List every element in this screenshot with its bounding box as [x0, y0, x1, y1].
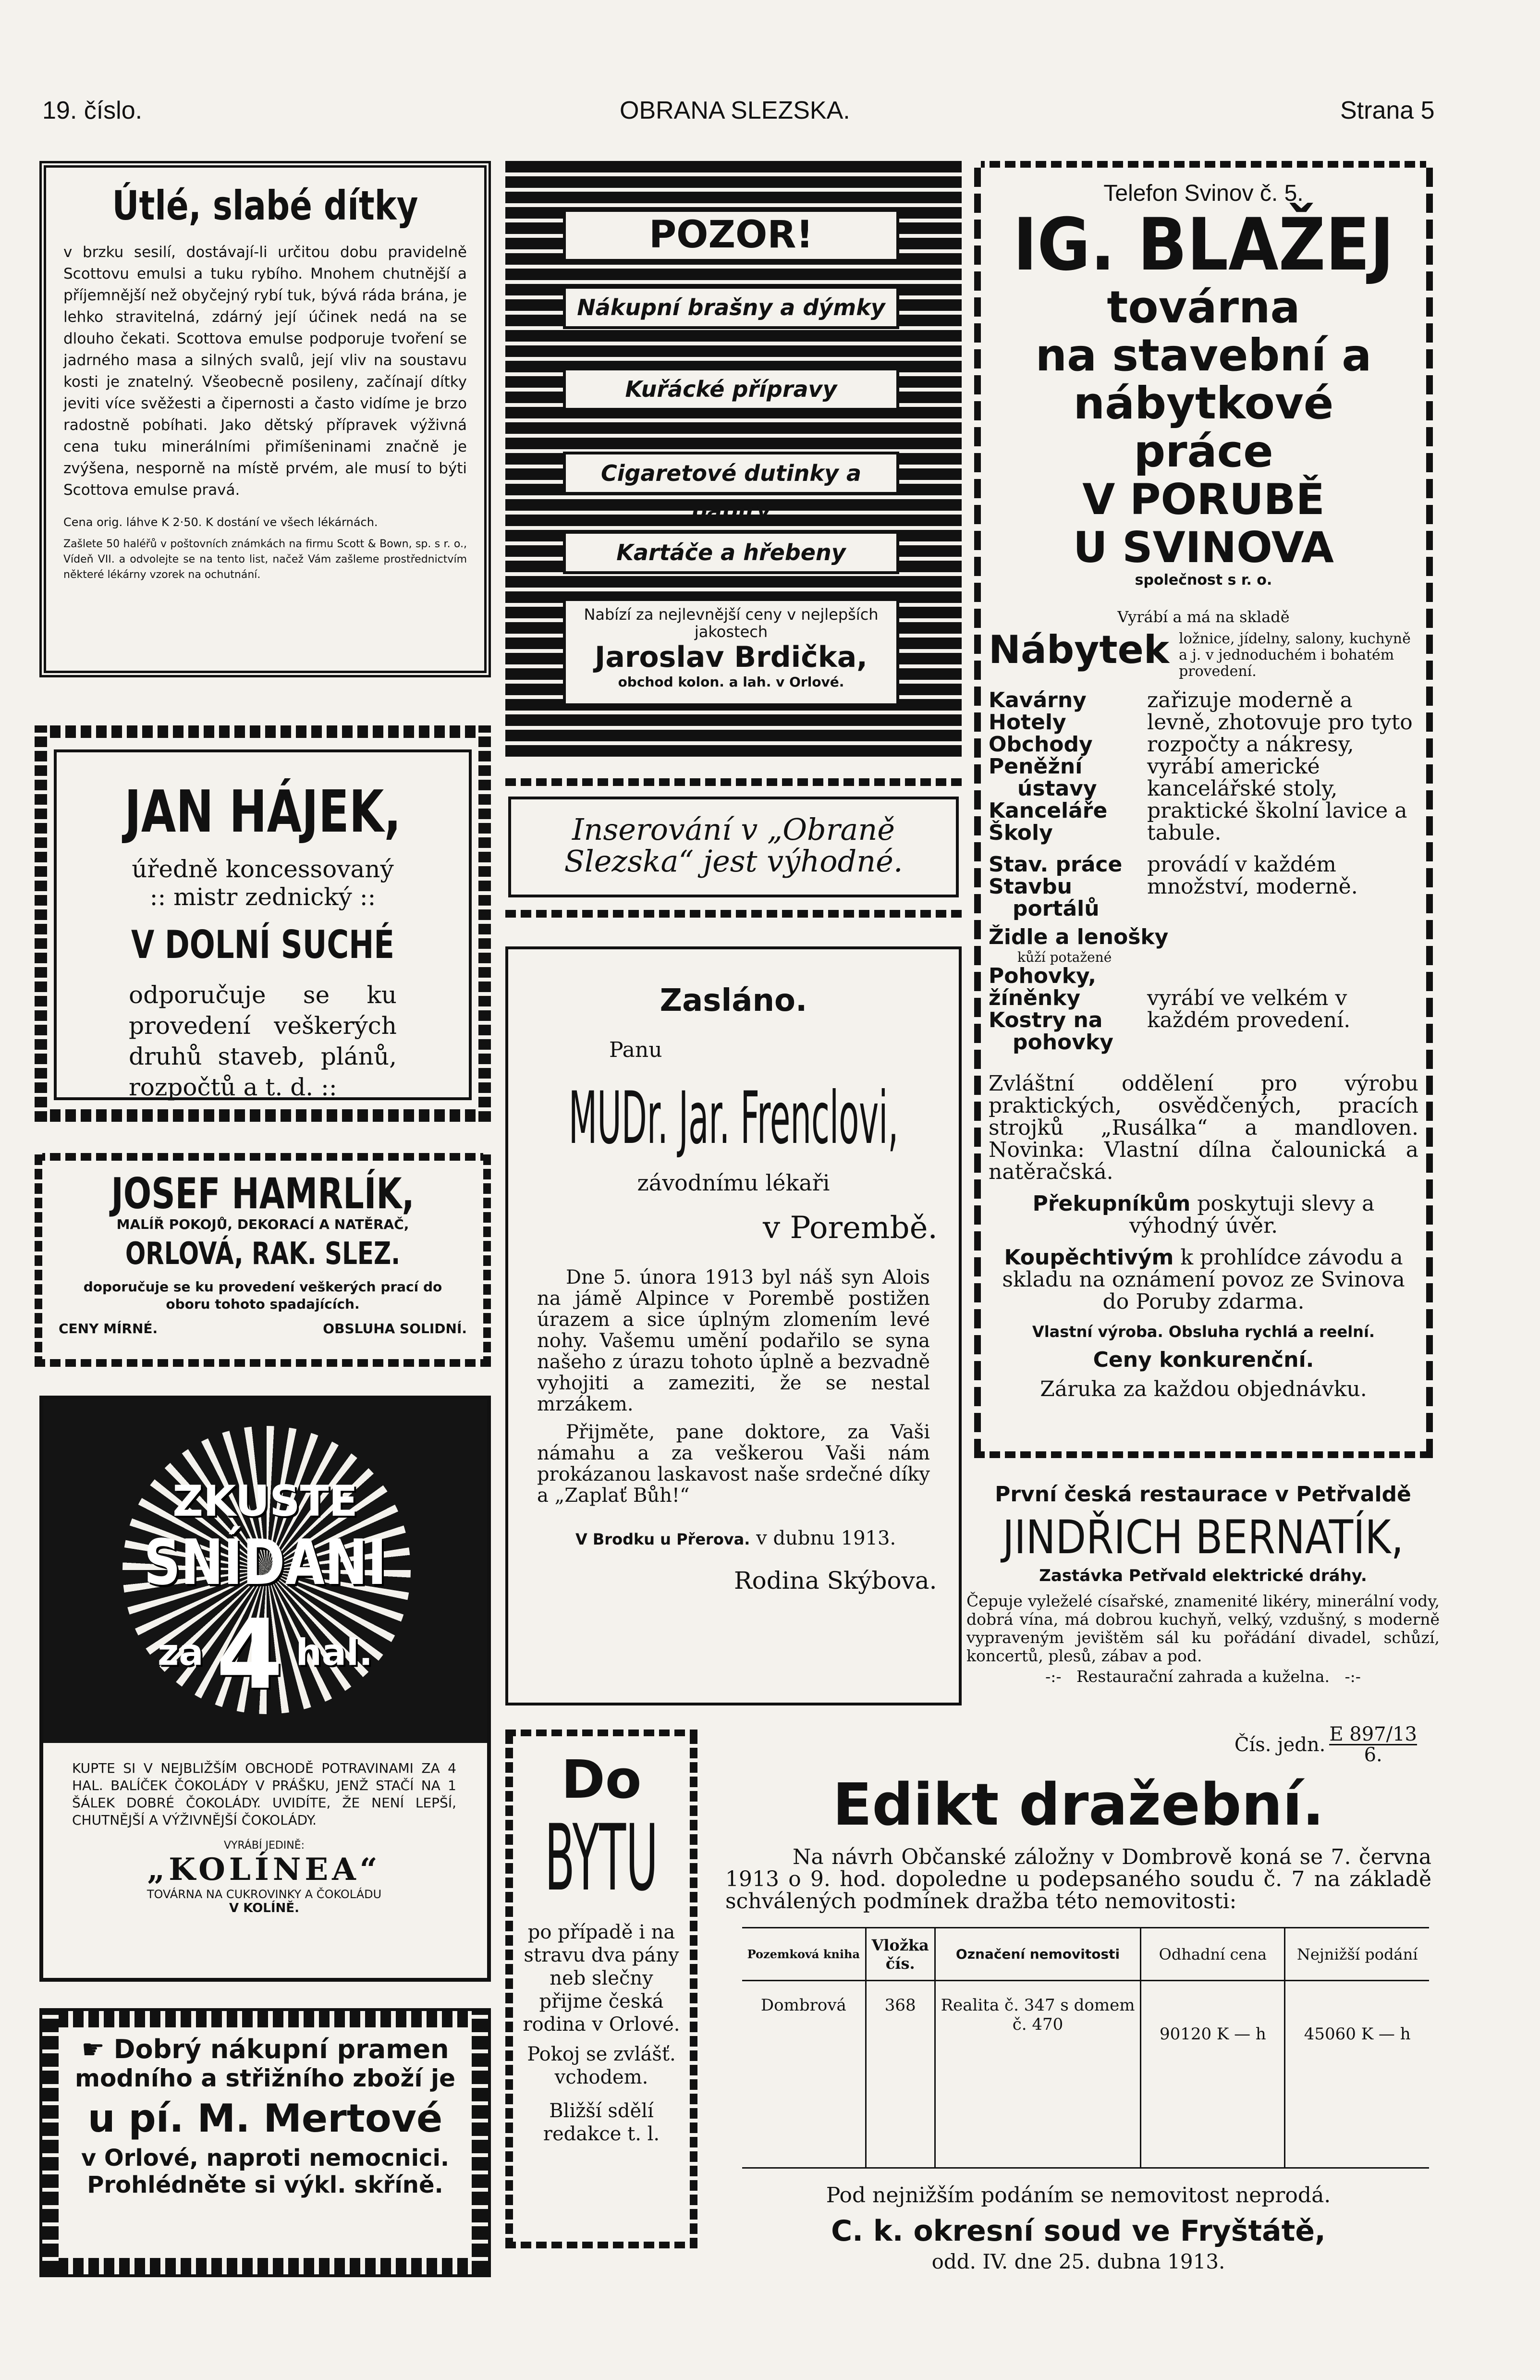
blazej-kuzi: kůží potažené — [1017, 949, 1112, 965]
kolinea-hal: hal. — [295, 1631, 373, 1674]
blazej-p6: Záruka za každou objednávku. — [1040, 1377, 1367, 1401]
hamrlik-line1: MALÍŘ POKOJŮ, DEKORACÍ A NATĚRAČ, — [116, 1216, 409, 1232]
blazej-zidle: Židle a lenošky — [989, 925, 1169, 949]
mertova-line1: ☛ Dobrý nákupní pramen — [81, 2034, 449, 2064]
hajek-ad — [35, 725, 491, 1122]
edikt-note: Pod nejnižším podáním se nemovitost neprodá. — [826, 2183, 1331, 2208]
blazej-right2: provádí v každém množství, moderně. — [1147, 852, 1358, 899]
zaslano-role: závodnímu lékaři — [637, 1170, 830, 1196]
byt-p3: Bližší sdělí redakce t. l. — [543, 2100, 660, 2145]
zaslano-title: Zasláno. — [660, 983, 807, 1018]
brdicka-name: Jaroslav Brdička, — [595, 640, 868, 674]
kolinea-vyrabi: VYRÁBÍ JEDINĚ: — [223, 1840, 305, 1852]
mertova-ad — [39, 2008, 491, 2277]
blazej-left2-1: Stavbu — [989, 874, 1072, 899]
hamrlik-left: CENY MÍRNÉ. — [59, 1321, 158, 1337]
kolinea-num: 4 — [216, 1599, 283, 1711]
zaslano-box — [505, 946, 962, 1705]
blazej-left1-3: Peněžní — [989, 754, 1083, 779]
hamrlik-right: OBSLUHA SOLIDNÍ. — [323, 1321, 467, 1337]
blazej-nabytek: Nábytek — [989, 627, 1170, 672]
hajek-place: V DOLNÍ SUCHÉ — [131, 922, 395, 967]
blazej-name: IG. BLAŽEJ — [1013, 203, 1394, 287]
bernatik-stop: Zastávka Petřvald elektrické dráhy. — [1039, 1566, 1367, 1585]
scott-emulsion-ad — [39, 161, 491, 677]
zaslano-sign: Rodina Skýbova. — [734, 1567, 937, 1595]
brdicka-offer: Nabízí za nejlevnější ceny v nejlepších jakostech — [584, 605, 879, 641]
blazej-left1-4: ústavy — [1017, 776, 1097, 801]
kolinea-text: KUPTE SI V NEJBLIŽŠÍM OBCHODĚ POTRAVINAMI ZA 4 HAL. BALÍČEK ČOKOLÁDY V PRÁŠKU, JENŽ STAČÍ NA 1 ŠÁLEK DOBRÉ ČOKOLÁDY. UVIDÍTE, ŽE NENÍ LEPŠÍ, CHUTNĚJŠÍ A VÝŽIVNĚJŠÍ ČOKOLÁDY. — [72, 1760, 456, 1828]
bernatik-foot: -:- Restaurační zahrada a kuželna. -:- — [1045, 1667, 1361, 1686]
kolinea-foot2: V KOLÍNĚ. — [229, 1901, 299, 1915]
kolinea-za: za — [158, 1631, 204, 1674]
scott-body: v brzku sesilí, dostávají-li určitou dobu pravidelně Scottovu emulsi a tuku rybího. Mnohem chutnější a příjemnější než obyčejný rybí tuk, bývá ráda brána, je lehko stravitelná, zdárný její účinek nedá na se dlouho čekati. Scottova emulse podporuje tvoření se jadrného masa a silných svalů, její vliv na soustavu kosti je znatelný. Všeobecně posileny, začínají dítky jeviti více svěžesti a čipernosti a často vidíme je brzo radostně pobíhati. Jako dětský přípravek výživná cena tuku minerálními přimíšeninami značně je zvýšena, nesporně na místě prvém, ale musí to býti Scottova emulse pravá. — [63, 244, 467, 499]
blazej-l5: V PORUBĚ — [1082, 475, 1325, 524]
zaslano-date-place: V Brodku u Přerova. — [575, 1530, 750, 1548]
bernatik-text: Čepuje vyleželé císařské, znamenité likéry, minerální vody, dobrá vína, má dobrou kuchyň, velký, vzdušný, s moderně vypraveným jevištěm sál ku pořádání divadel, schůzí, koncertů, plesů, zábav a pod. — [966, 1592, 1440, 1665]
hamrlik-line3: doporučuje se ku provedení veškerých prací do oboru tohoto spadajících. — [83, 1279, 442, 1312]
blazej-l6: U SVINOVA — [1073, 523, 1334, 572]
blazej-left3-1: žíněnky — [989, 986, 1081, 1010]
page-number-left: 19. číslo. — [42, 97, 143, 124]
blazej-left1-2: Obchody — [989, 732, 1093, 757]
edikt-table — [742, 1927, 1429, 2169]
kolinea-word2: SNÍDANI — [144, 1526, 387, 1599]
brdicka-item-1: Nákupní brašny a dýmky — [563, 286, 899, 329]
blazej-p3b: k prohlídce závodu a skladu na oznámení povoz ze Svinova do Poruby zdarma. — [1002, 1245, 1405, 1314]
byt-text: po případě i na stravu dva pány neb slečny přijme česká rodina v Orlové. — [523, 1921, 680, 2036]
td-odhad: 90120 K — h — [1141, 1981, 1285, 2168]
blazej-left3-2: Kostry na — [989, 1008, 1103, 1032]
zaslano-place: v Porembě. — [763, 1210, 938, 1246]
edikt-num-bot: 6. — [1364, 1744, 1382, 1766]
hajek-line2: :: mistr zednický :: — [149, 883, 376, 911]
mertova-line2: modního a střižního zboží je — [74, 2064, 456, 2092]
blazej-l7: společnost s r. o. — [1135, 572, 1272, 589]
zaslano-name: MUDr. Jar. Frenclovi, — [568, 1077, 899, 1160]
hajek-body: odporučuje se ku provedení veškerých druhů staveb, plánů, rozpočtů a t. d. :: — [129, 981, 397, 1101]
edikt-title: Edikt dražební. — [832, 1772, 1324, 1839]
blazej-p1: Zvláštní oddělení pro výrobu praktických, osvědčených, pracích strojků „Rusálka“ a mandloven. Novinka: Vlastní dílna čalounická a natěračská. — [989, 1071, 1418, 1184]
brdicka-ad — [505, 161, 962, 757]
brdicka-item-4: Kartáče a hřebeny — [563, 531, 899, 574]
newspaper-title: OBRANA SLEZSKA. — [620, 97, 850, 124]
edikt-dept: odd. IV. dne 25. dubna 1913. — [931, 2250, 1225, 2273]
mertova-line4: v Orlové, naproti nemocnici. — [81, 2145, 450, 2171]
byt-p2: Pokoj se zvlášť. vchodem. — [527, 2043, 676, 2088]
byt-ad — [505, 1730, 697, 2248]
edikt-intro: Na návrh Občanské záložny v Dombrově koná se 7. června 1913 o 9. hod. dopoledne u podepsaného soudu č. 7 na základě schválených podmínek dražba této nemovitosti: — [725, 1845, 1431, 1914]
td-vlozka: 368 — [866, 1981, 935, 2168]
scott-note: Zašlete 50 haléřů v poštovních známkách na firmu Scott & Bown, sp. s r. o., Vídeň VII. a odvolejte se na tento list, načež Vám zašleme prostřednictvím některé lékárny vzorek na ochutnání. — [63, 538, 467, 581]
blazej-p2a: Překupníkům — [1032, 1191, 1191, 1216]
inserovani-box — [505, 778, 962, 918]
blazej-left1-5: Kanceláře — [989, 798, 1108, 823]
zaslano-date: v dubnu 1913. — [756, 1527, 896, 1549]
zaslano-p2: Přijměte, pane doktore, za Vaši námahu a za veškerou Vaši nám prokázanou laskavost naše srdečné díky a „Zaplať Bůh!“ — [537, 1421, 930, 1507]
kolinea-brand: „KOLÍNEA“ — [147, 1852, 381, 1888]
byt-bytu: BYTU — [545, 1805, 658, 1911]
th-oznaceni: Označení nemovitosti — [935, 1928, 1141, 1981]
table-row — [742, 1981, 1429, 2168]
blazej-ad — [974, 161, 1433, 1458]
blazej-right1: zařizuje moderně a levně, zhotovuje pro tyto rozpočty a nákresy, vyrábí americké kancelářské stoly, praktické školní lavice a tabule. — [1147, 688, 1413, 845]
edikt-num-top: E 897/13 — [1329, 1723, 1417, 1745]
blazej-tel: Telefon Svinov č. 5. — [1103, 181, 1304, 206]
hamrlik-line2: ORLOVÁ, RAK. SLEZ. — [125, 1236, 401, 1272]
hajek-name: JAN HÁJEK, — [124, 779, 401, 846]
blazej-l4: práce — [1134, 426, 1273, 477]
zaslano-panu: Panu — [609, 1038, 662, 1062]
byt-do: Do — [561, 1749, 642, 1810]
zaslano-p1: Dne 5. února 1913 byl náš syn Alois na jámě Alpince v Porembě postižen úrazem a sice úplným zlomením levé nohy. Vašemu umění podařilo se syna našeho z úrazu tohoto úplně a bezvadně vyhojiti a zameziti, že se nestal mrzákem. — [537, 1266, 930, 1415]
brdicka-shop: obchod kolon. a lah. v Orlové. — [618, 674, 844, 690]
blazej-l3: nábytkové — [1073, 378, 1334, 429]
scott-price: Cena orig. láhve K 2·50. K dostání ve všech lékárnách. — [63, 515, 378, 529]
bernatik-name: JINDŘICH BERNATÍK, — [1002, 1510, 1404, 1564]
blazej-p2b: poskytuji slevy a výhodný úvěr. — [1129, 1191, 1375, 1238]
table-header-row — [742, 1928, 1429, 1981]
scott-title: Útlé, slabé dítky — [112, 182, 418, 229]
hamrlik-name: JOSEF HAMRLÍK, — [111, 1169, 415, 1218]
kolinea-ad — [39, 1396, 491, 1982]
blazej-p5: Ceny konkurenční. — [1093, 1348, 1314, 1372]
blazej-p3a: Koupěchtivým — [1004, 1245, 1174, 1270]
bernatik-title: První česká restaurace v Petřvaldě — [995, 1482, 1411, 1507]
th-odhad: Odhadní cena — [1141, 1928, 1285, 1981]
blazej-left1-0: Kavárny — [989, 688, 1087, 712]
blazej-p4: Vlastní výroba. Obsluha rychlá a reelní. — [1032, 1323, 1375, 1341]
bernatik-ad — [966, 1482, 1440, 1686]
td-podani: 45060 K — h — [1285, 1981, 1429, 2168]
hajek-line1: úředně koncessovaný — [132, 855, 394, 883]
edikt-cis: Čís. jedn. — [1234, 1733, 1326, 1756]
td-oznaceni: Realita č. 347 s domem č. 470 — [935, 1981, 1141, 2168]
kolinea-word1: ZKUSTE — [172, 1476, 358, 1526]
blazej-l1: továrna — [1107, 282, 1300, 333]
edikt-court: C. k. okresní soud ve Fryštátě, — [831, 2214, 1326, 2248]
kolinea-foot1: TOVÁRNA NA CUKROVINKY A ČOKOLÁDU — [147, 1888, 382, 1901]
blazej-left2-0: Stav. práce — [989, 852, 1123, 877]
edikt — [725, 1725, 1431, 2273]
th-podani: Nejnižší podání — [1285, 1928, 1429, 1981]
brdicka-item-3: Cigaretové dutinky a papíry — [563, 452, 899, 495]
blazej-nabytek-desc: ložnice, jídelny, salony, kuchyně a j. v jednoduchém i bohatém provedení. — [1179, 630, 1411, 680]
blazej-left3-3: pohovky — [1013, 1030, 1113, 1055]
hamrlik-ad — [35, 1153, 491, 1367]
th-kniha: Pozemková kniha — [742, 1928, 866, 1981]
th-vlozka: Vložka čís. — [866, 1928, 935, 1981]
mertova-line3: u pí. M. Mertové — [87, 2096, 443, 2141]
inserovani-text: Inserování v „Obraně Slezska“ jest výhodné. — [564, 812, 903, 879]
blazej-l2: na stavební a — [1035, 330, 1372, 381]
blazej-left1-1: Hotely — [989, 710, 1066, 735]
mertova-line5: Prohlédněte si výkl. skříně. — [87, 2171, 443, 2198]
blazej-left1-6: Školy — [989, 821, 1053, 845]
blazej-left2-2: portálů — [1013, 896, 1100, 921]
blazej-right3: vyrábí ve velkém v každém provedení. — [1147, 986, 1351, 1032]
blazej-vyrabi: Vyrábí a má na skladě — [1117, 608, 1290, 626]
td-kniha: Dombrová — [742, 1981, 866, 2168]
pozor-label: POZOR! — [563, 209, 899, 262]
blazej-left3-0: Pohovky, — [989, 964, 1096, 988]
page-number-right: Strana 5 — [1340, 97, 1435, 124]
brdicka-item-2: Kuřácké přípravy — [563, 368, 899, 411]
